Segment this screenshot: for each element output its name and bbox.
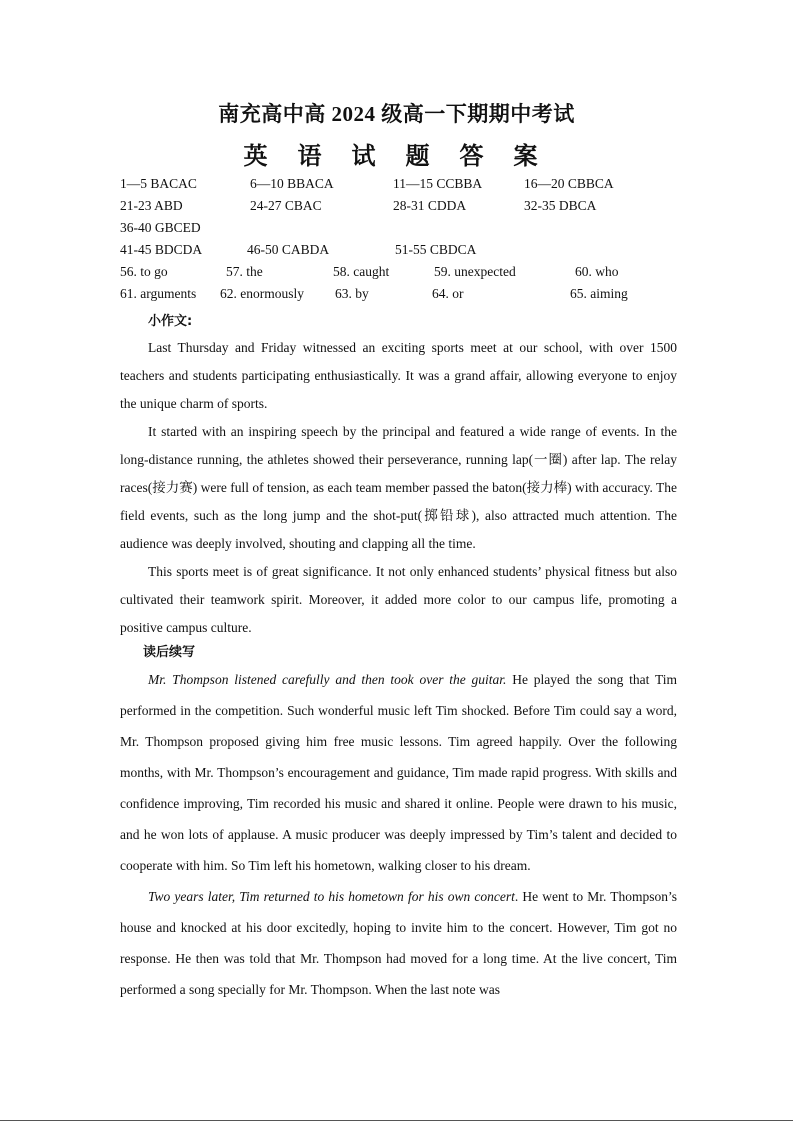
answer-cell: 51-55 CBDCA: [395, 242, 477, 257]
paragraph-body: He played the song that Tim performed in the competition. Such wonderful music left Tim shocked. Before Tim could say a word, Mr. Thompson proposed giving him free music lessons. Tim agreed happily. Over the following months, with Mr. Thompson’s encouragement and guidance, Tim made rapid progress. With skills and confidence improving, Tim recorded his music and shared it online. People were drawn to his music, and he won lots of applause. A music producer was deeply impressed by Tim’s talent and decided to cooperate with him. So Tim left his hometown, walking closer to his dream.: [120, 672, 677, 873]
page-subtitle: 英 语 试 题 答 案: [243, 144, 550, 170]
page-bottom-rule: [0, 1120, 793, 1121]
answer-cell: 16—20 CBBCA: [524, 176, 614, 191]
answer-cell: 60. who: [575, 264, 619, 279]
answer-cell: 24-27 CBAC: [250, 198, 322, 213]
essay-paragraph: [120, 881, 677, 1005]
essay-paragraph: Last Thursday and Friday witnessed an exciting sports meet at our school, with over 1500 teachers and students participating enthusiastically. It was a grand affair, allowing everyone to enjoy the unique charm of sports.: [120, 340, 677, 411]
answer-cell: 63. by: [335, 286, 369, 301]
continuation-essay: [120, 664, 677, 1005]
answer-cell: 28-31 CDDA: [393, 198, 467, 213]
answer-row: [120, 219, 680, 241]
short-essay-label: 小作文:: [148, 314, 193, 329]
answer-cell: 58. caught: [333, 264, 390, 279]
answer-key: [120, 175, 680, 307]
answer-row: [120, 175, 680, 197]
answer-cell: 32-35 DBCA: [524, 198, 597, 213]
answer-cell: 1—5 BACAC: [120, 176, 197, 191]
answer-row: [120, 285, 680, 307]
answer-cell: 11—15 CCBBA: [393, 176, 483, 191]
short-essay: [120, 334, 677, 642]
answer-cell: 65. aiming: [570, 286, 628, 301]
answer-row: [120, 263, 680, 285]
answer-cell: 61. arguments: [120, 286, 197, 301]
given-opening-sentence: Two years later, Tim returned to his hometown for his own concert: [148, 889, 515, 904]
answer-row: [120, 241, 680, 263]
continuation-label: 读后续写: [143, 645, 196, 660]
given-opening-sentence: Mr. Thompson listened carefully and then took over the guitar.: [148, 672, 507, 687]
answer-cell: 59. unexpected: [434, 264, 516, 279]
essay-paragraph: It started with an inspiring speech by the principal and featured a wide range of events. In the long-distance running, the athletes showed their perseverance, running lap(一圈) after lap. The relay races(接力赛) were full of tension, as each team member passed the baton(接力棒) with accuracy. The field events, such as the long jump and the shot-put(掷铅球), also attracted much attention. The audience was deeply involved, shouting and clapping all the time.: [120, 424, 677, 551]
answer-cell: 21-23 ABD: [120, 198, 183, 213]
paragraph-body: . He went to Mr. Thompson’s house and knocked at his door excitedly, hoping to invite him to the concert. However, Tim got no response. He then was told that Mr. Thompson had moved for a long time. At the live concert, Tim performed a song specially for Mr. Thompson. When the last note was: [120, 889, 677, 997]
answer-cell: 62. enormously: [220, 286, 304, 301]
answer-cell: 41-45 BDCDA: [120, 242, 203, 257]
answer-cell: 46-50 CABDA: [247, 242, 330, 257]
answer-row: [120, 197, 680, 219]
answer-cell: 56. to go: [120, 264, 168, 279]
answer-cell: 57. the: [226, 264, 263, 279]
answer-cell: 64. or: [432, 286, 464, 301]
essay-paragraph: This sports meet is of great significance. It not only enhanced students’ physical fitness but also cultivated their teamwork spirit. Moreover, it added more color to our campus life, promoting a positive campus culture.: [120, 564, 677, 635]
answer-cell: 36-40 GBCED: [120, 220, 201, 235]
answer-cell: 6—10 BBACA: [250, 176, 334, 191]
essay-paragraph: [120, 664, 677, 881]
page-title: 南充高中高 2024 级高一下期期中考试: [218, 102, 575, 126]
